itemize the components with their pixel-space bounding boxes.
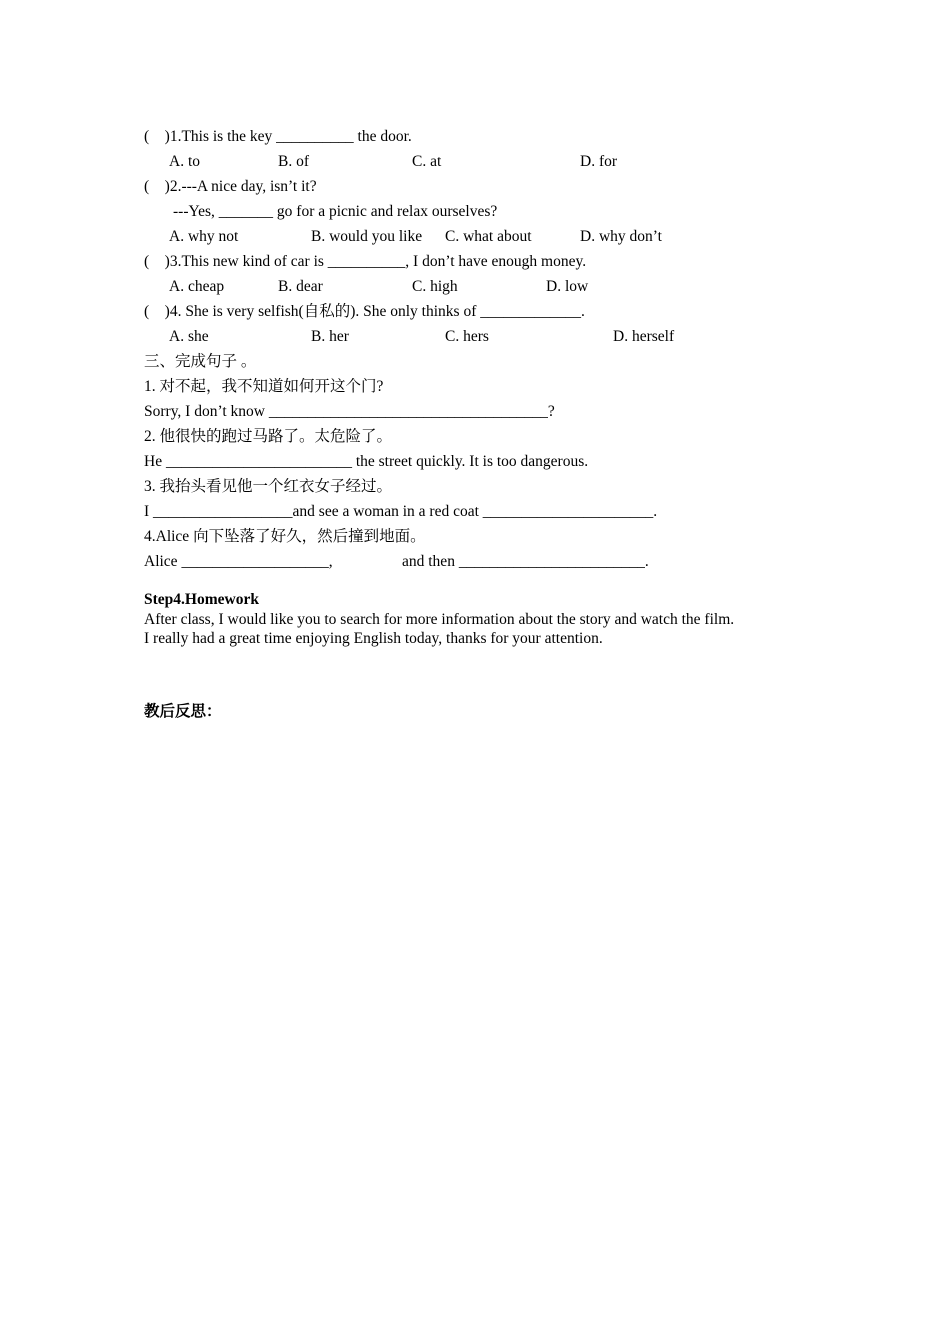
reflection-heading: 教后反思： [144, 702, 222, 720]
question-3-option-d: D. low [546, 278, 589, 295]
question-4-option-a: A. she [169, 328, 209, 345]
question-4-option-d: D. herself [613, 328, 675, 345]
question-1-stem: ( )1.This is the key __________ the door. [144, 128, 412, 145]
question-2-option-d: D. why don’t [580, 228, 662, 245]
sentence-3-chinese: 3. 我抬头看见他一个红衣女子经过。 [144, 478, 393, 495]
homework-heading: Step4.Homework [144, 591, 259, 608]
sentence-1-chinese: 1. 对不起，我不知道如何开这个门? [144, 378, 384, 395]
question-3-stem: ( )3.This new kind of car is __________, I don’t have enough money. [144, 253, 587, 270]
question-3-options [144, 274, 804, 299]
question-4-stem: ( )4. She is very selfish(自私的). She only thinks of _____________. [144, 303, 585, 320]
sentence-4-chinese: 4.Alice 向下坠落了好久，然后撞到地面。 [144, 528, 426, 545]
sentence-4-english [144, 549, 804, 574]
question-3-option-b: B. dear [278, 278, 323, 295]
question-1-option-b: B. of [278, 153, 309, 170]
question-1-option-d: D. for [580, 153, 618, 170]
question-2-stem-reply: ---Yes, _______ go for a picnic and relax ourselves? [173, 203, 498, 220]
question-2-option-c: C. what about [445, 228, 532, 245]
question-4-option-c: C. hers [445, 328, 489, 345]
sentence-1-english: Sorry, I don’t know ____________________________________? [144, 403, 555, 420]
worksheet-page [144, 124, 804, 724]
sentence-3-english: I __________________and see a woman in a red coat ______________________. [144, 503, 658, 520]
question-2-option-a: A. why not [169, 228, 239, 245]
question-1-option-a: A. to [169, 153, 200, 170]
question-2-option-b: B. would you like [311, 228, 423, 245]
question-3-option-c: C. high [412, 278, 458, 295]
question-4-option-b: B. her [311, 328, 349, 345]
sentence-2-english: He ________________________ the street quickly. It is too dangerous. [144, 453, 589, 470]
sentence-4-english-part-b: and then ________________________. [402, 553, 649, 570]
sentence-2-chinese: 2. 他很快的跑过马路了。太危险了。 [144, 428, 393, 445]
homework-line-2: I really had a great time enjoying English today, thanks for your attention. [144, 630, 603, 647]
question-2-stem: ( )2.---A nice day, isn’t it? [144, 178, 317, 195]
question-4-options [144, 324, 804, 349]
question-1-options [144, 149, 804, 174]
question-3-option-a: A. cheap [169, 278, 225, 295]
section-3-heading: 三、完成句子 。 [144, 353, 257, 370]
sentence-4-english-part-a: Alice ___________________, [144, 553, 333, 570]
question-2-options [144, 224, 804, 249]
homework-line-1: After class, I would like you to search for more information about the story and watch the film. [144, 610, 735, 628]
question-1-option-c: C. at [412, 153, 442, 170]
